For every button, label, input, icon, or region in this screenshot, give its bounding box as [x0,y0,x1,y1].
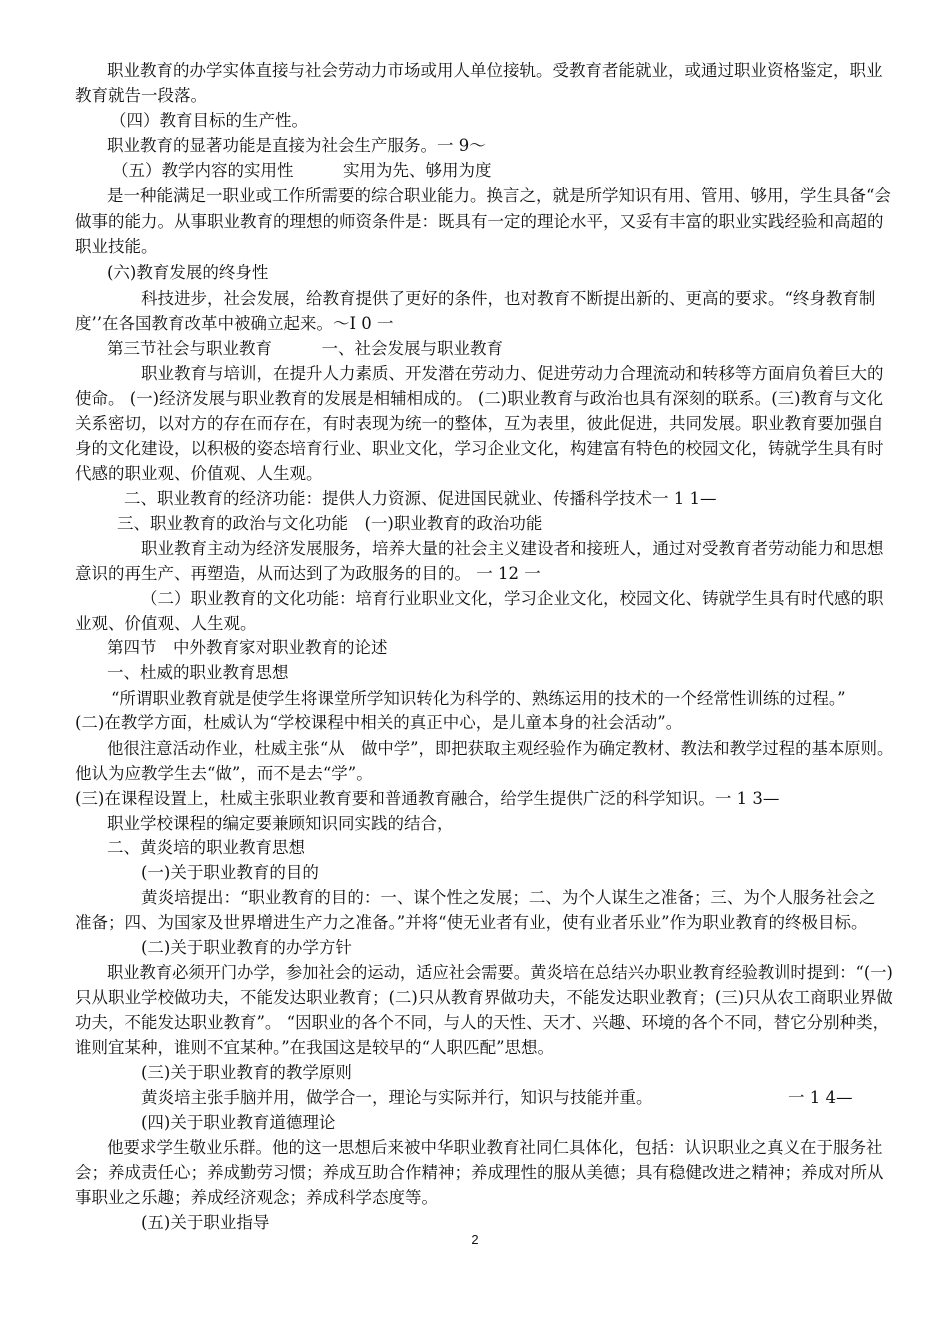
text-line: 只从职业学校做功夫，不能发达职业教育；(二)只从教育界做功夫，不能发达职业教育；(三)只从农工商职业界做 [75,988,893,1007]
text-line: （五）教学内容的实用性 实用为先、够用为度 [112,161,492,180]
text-line: 他认为应教学生去“做”，而不是去“学”。 [75,764,373,783]
text-line: 做事的能力。从事职业教育的理想的师资条件是：既具有一定的理论水平，又妥有丰富的职业实践经验和高超的 [75,212,884,231]
text-line: 职业教育的显著功能是直接为社会生产服务。一 9～ [107,136,486,155]
text-line: 第三节社会与职业教育 一、社会发展与职业教育 [107,339,503,358]
text-line: （二）职业教育的文化功能：培育行业职业文化，学习企业文化，校园文化、铸就学生具有时代感的职 [141,589,884,608]
text-line: 职业教育与培训，在提升人力素质、开发潜在劳动力、促进劳动力合理流动和转移等方面肩负着巨大的 [141,364,884,383]
text-line: 度’’在各国教育改革中被确立起来。～I 0 一 [75,314,394,333]
text-line: 准备；四、为国家及世界增进生产力之准备。”并将“使无业者有业，使有业者乐业”作为职业教育的终极目标。 [75,913,868,932]
text-line: 二、黄炎培的职业教育思想 [107,838,305,857]
text-line: 第四节 中外教育家对职业教育的论述 [107,638,388,657]
text-line: 事职业之乐趣；养成经济观念；养成科学态度等。 [75,1188,438,1207]
text-line: 代感的职业观、价值观、人生观。 [75,464,323,483]
text-line: (三)关于职业教育的教学原则 [141,1063,352,1082]
text-line: (二)在教学方面，杜威认为“学校课程中相关的真正中心，是儿童本身的社会活动”。 [75,713,683,732]
text-line: (五)关于职业指导 [141,1213,270,1232]
text-line: 职业教育必须开门办学，参加社会的运动，适应社会需要。黄炎培在总结兴办职业教育经验教训时提到：“(一) [107,963,893,982]
text-line: 他很注意活动作业，杜威主张“从 做中学”，即把获取主观经验作为确定教材、教法和教学过程的基本原则。 [107,739,894,758]
text-line: 职业技能。 [75,237,158,256]
text-line: 教育就告一段落。 [75,86,207,105]
text-line: 二、职业教育的经济功能：提供人力资源、促进国民就业、传播科学技术一 1 1— [124,489,717,508]
text-line: 黄炎培主张手脑并用，做学合一，理论与实际并行，知识与技能并重。 [141,1088,653,1107]
text-line: （四）教育目标的生产性。 [110,111,308,130]
text-line: 一 1 4— [788,1088,853,1107]
text-line: 身的文化建设，以积极的姿态培育行业、职业文化，学习企业文化，构建富有特色的校园文化，铸就学生具有时 [75,439,884,458]
text-line: 会；养成责任心；养成勤劳习惯；养成互助合作精神；养成理性的服从美德；具有稳健改进之精神；养成对所从 [75,1163,884,1182]
text-line: 黄炎培提出：“职业教育的目的：一、谋个性之发展；二、为个人谋生之准备；三、为个人服务社会之 [141,888,876,907]
text-line: 职业学校课程的编定要兼顾知识同实践的结合， [107,814,454,833]
text-line: (一)关于职业教育的目的 [141,863,319,882]
text-line: (六)教育发展的终身性 [107,263,269,282]
text-line: 关系密切，以对方的存在而存在，有时表现为统一的整体，互为表里，彼此促进，共同发展。职业教育要加强自 [75,414,884,433]
text-line: (二)关于职业教育的办学方针 [141,938,352,957]
text-line: (三)在课程设置上，杜威主张职业教育要和普通教育融合，给学生提供广泛的科学知识。一 1 3— [75,789,780,808]
text-line: 三、职业教育的政治与文化功能 (一)职业教育的政治功能 [117,514,543,533]
page-number: 2 [471,1232,479,1247]
text-line: 他要求学生敬业乐群。他的这一思想后来被中华职业教育社同仁具体化，包括：认识职业之真义在于服务社 [107,1138,883,1157]
text-line: 科技进步，社会发展，给教育提供了更好的条件，也对教育不断提出新的、更高的要求。“终身教育制 [141,289,876,308]
text-line: 职业教育的办学实体直接与社会劳动力市场或用人单位接轨。受教育者能就业，或通过职业资格鉴定，职业 [107,61,883,80]
text-line: 职业教育主动为经济发展服务，培养大量的社会主义建设者和接班人，通过对受教育者劳动能力和思想 [141,539,884,558]
text-line: 业观、价值观、人生观。 [75,614,257,633]
text-line: (四)关于职业教育道德理论 [141,1113,336,1132]
text-line: 谁则宜某种，谁则不宜某种。”在我国这是较早的“人职匹配”思想。 [75,1038,555,1057]
text-line: 意识的再生产、再塑造，从而达到了为政服务的目的。 一 12 一 [75,564,541,583]
text-line: 功夫，不能发达职业教育”。 “因职业的各个不同，与人的天性、天才、兴趣、环境的各个不同，替它分别种类， [75,1013,890,1032]
text-line: 是一种能满足一职业或工作所需要的综合职业能力。换言之，就是所学知识有用、管用、够用，学生具备“会 [107,186,891,205]
text-line: 使命。 (一)经济发展与职业教育的发展是相辅相成的。 (二)职业教育与政治也具有深刻的联系。(三)教育与文化 [75,389,884,408]
text-line: 一、杜威的职业教育思想 [107,663,289,682]
text-line: “所谓职业教育就是使学生将课堂所学知识转化为科学的、熟练运用的技术的一个经常性训练的过程。” [111,689,846,708]
